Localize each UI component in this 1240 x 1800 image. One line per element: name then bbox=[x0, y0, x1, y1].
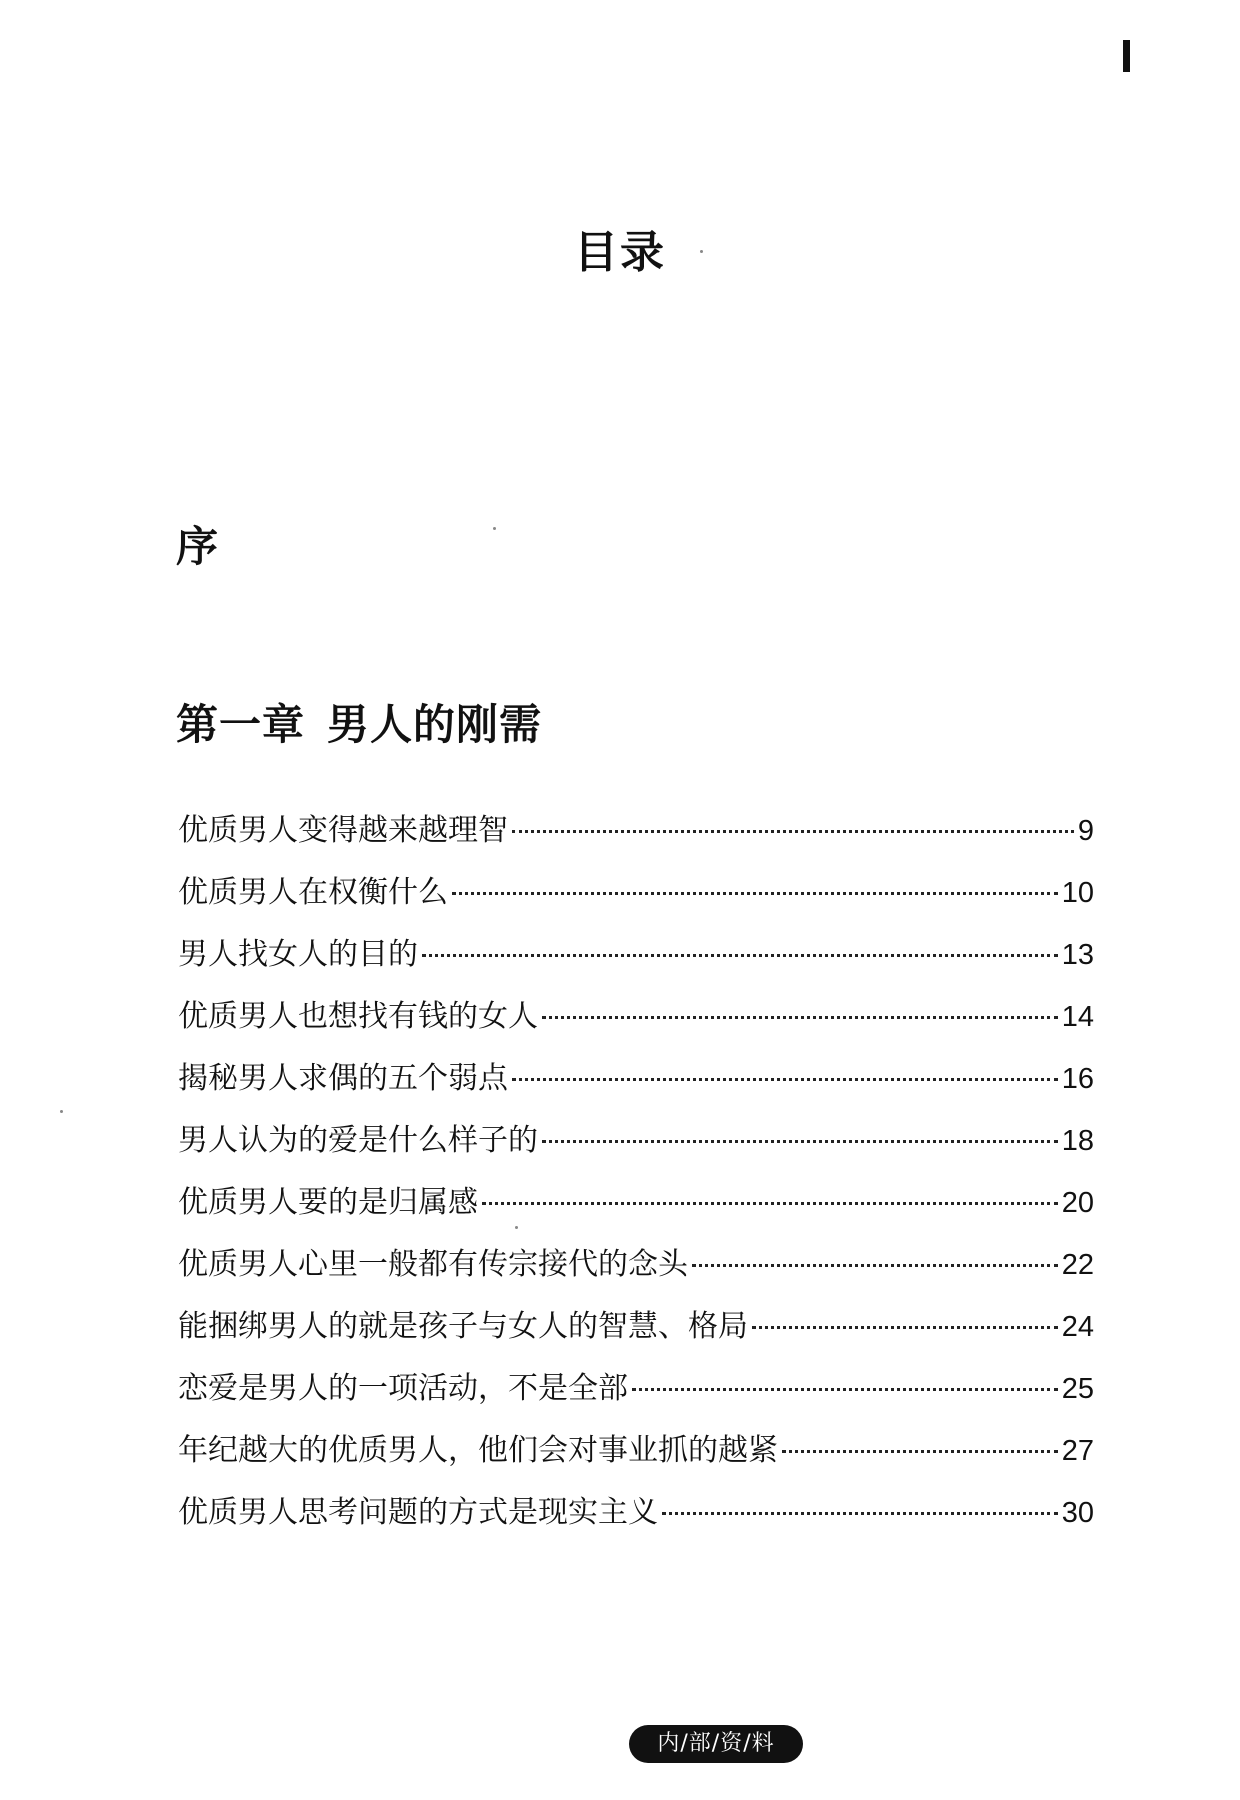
dot-leader bbox=[542, 1140, 1058, 1143]
toc-entry-page: 22 bbox=[1061, 1249, 1094, 1281]
toc-entry-title: 优质男人变得越来越理智 bbox=[178, 813, 508, 848]
chapter-number: 第一章 bbox=[176, 700, 306, 749]
table-of-contents bbox=[178, 800, 1094, 1544]
toc-entry-page: 10 bbox=[1061, 877, 1094, 909]
toc-entry-page: 13 bbox=[1061, 939, 1094, 971]
toc-entry[interactable] bbox=[178, 924, 1094, 986]
toc-entry[interactable] bbox=[178, 1048, 1094, 1110]
toc-entry[interactable] bbox=[178, 1110, 1094, 1172]
preface-heading[interactable]: 序 bbox=[176, 522, 219, 571]
chapter-title: 男人的刚需 bbox=[327, 700, 543, 749]
toc-entry[interactable] bbox=[178, 800, 1094, 862]
toc-entry-title: 优质男人要的是归属感 bbox=[178, 1185, 478, 1220]
toc-entry-page: 20 bbox=[1061, 1187, 1094, 1219]
toc-entry-page: 14 bbox=[1061, 1001, 1094, 1033]
toc-entry-page: 25 bbox=[1061, 1373, 1094, 1405]
toc-entry-title: 优质男人思考问题的方式是现实主义 bbox=[178, 1495, 658, 1530]
toc-entry-page: 16 bbox=[1061, 1063, 1094, 1095]
page-edge-mark bbox=[1123, 40, 1130, 72]
dot-leader bbox=[542, 1016, 1058, 1019]
dot-leader bbox=[452, 892, 1058, 895]
toc-entry-page: 9 bbox=[1077, 815, 1094, 847]
toc-heading: 目录 bbox=[574, 227, 666, 278]
toc-entry-title: 男人认为的爱是什么样子的 bbox=[178, 1123, 538, 1158]
dot-leader bbox=[512, 830, 1074, 833]
toc-entry-page: 30 bbox=[1061, 1497, 1094, 1529]
scan-speck bbox=[493, 527, 496, 530]
toc-entry[interactable] bbox=[178, 1358, 1094, 1420]
dot-leader bbox=[482, 1202, 1058, 1205]
dot-leader bbox=[422, 954, 1058, 957]
toc-entry[interactable] bbox=[178, 1482, 1094, 1544]
scan-speck bbox=[60, 1110, 63, 1113]
dot-leader bbox=[782, 1450, 1058, 1453]
dot-leader bbox=[632, 1388, 1058, 1391]
toc-entry-title: 揭秘男人求偶的五个弱点 bbox=[178, 1061, 508, 1096]
toc-entry-title: 恋爱是男人的一项活动，不是全部 bbox=[178, 1371, 628, 1406]
dot-leader bbox=[752, 1326, 1058, 1329]
dot-leader bbox=[512, 1078, 1058, 1081]
toc-entry-page: 24 bbox=[1061, 1311, 1094, 1343]
toc-entry-page: 27 bbox=[1061, 1435, 1094, 1467]
toc-entry-title: 优质男人在权衡什么 bbox=[178, 875, 448, 910]
toc-entry[interactable] bbox=[178, 1234, 1094, 1296]
dot-leader bbox=[692, 1264, 1058, 1267]
toc-entry[interactable] bbox=[178, 1296, 1094, 1358]
chapter-heading[interactable] bbox=[176, 692, 542, 752]
dot-leader bbox=[662, 1512, 1058, 1515]
toc-entry-title: 优质男人心里一般都有传宗接代的念头 bbox=[178, 1247, 688, 1282]
toc-entry-title: 优质男人也想找有钱的女人 bbox=[178, 999, 538, 1034]
toc-entry-title: 年纪越大的优质男人，他们会对事业抓的越紧 bbox=[178, 1433, 778, 1468]
toc-entry[interactable] bbox=[178, 986, 1094, 1048]
toc-entry-title: 男人找女人的目的 bbox=[178, 937, 418, 972]
toc-entry[interactable] bbox=[178, 1172, 1094, 1234]
toc-entry-page: 18 bbox=[1061, 1125, 1094, 1157]
toc-entry[interactable] bbox=[178, 862, 1094, 924]
internal-material-badge: 内/部/资/料 bbox=[629, 1725, 803, 1763]
toc-entry[interactable] bbox=[178, 1420, 1094, 1482]
toc-entry-title: 能捆绑男人的就是孩子与女人的智慧、格局 bbox=[178, 1309, 748, 1344]
